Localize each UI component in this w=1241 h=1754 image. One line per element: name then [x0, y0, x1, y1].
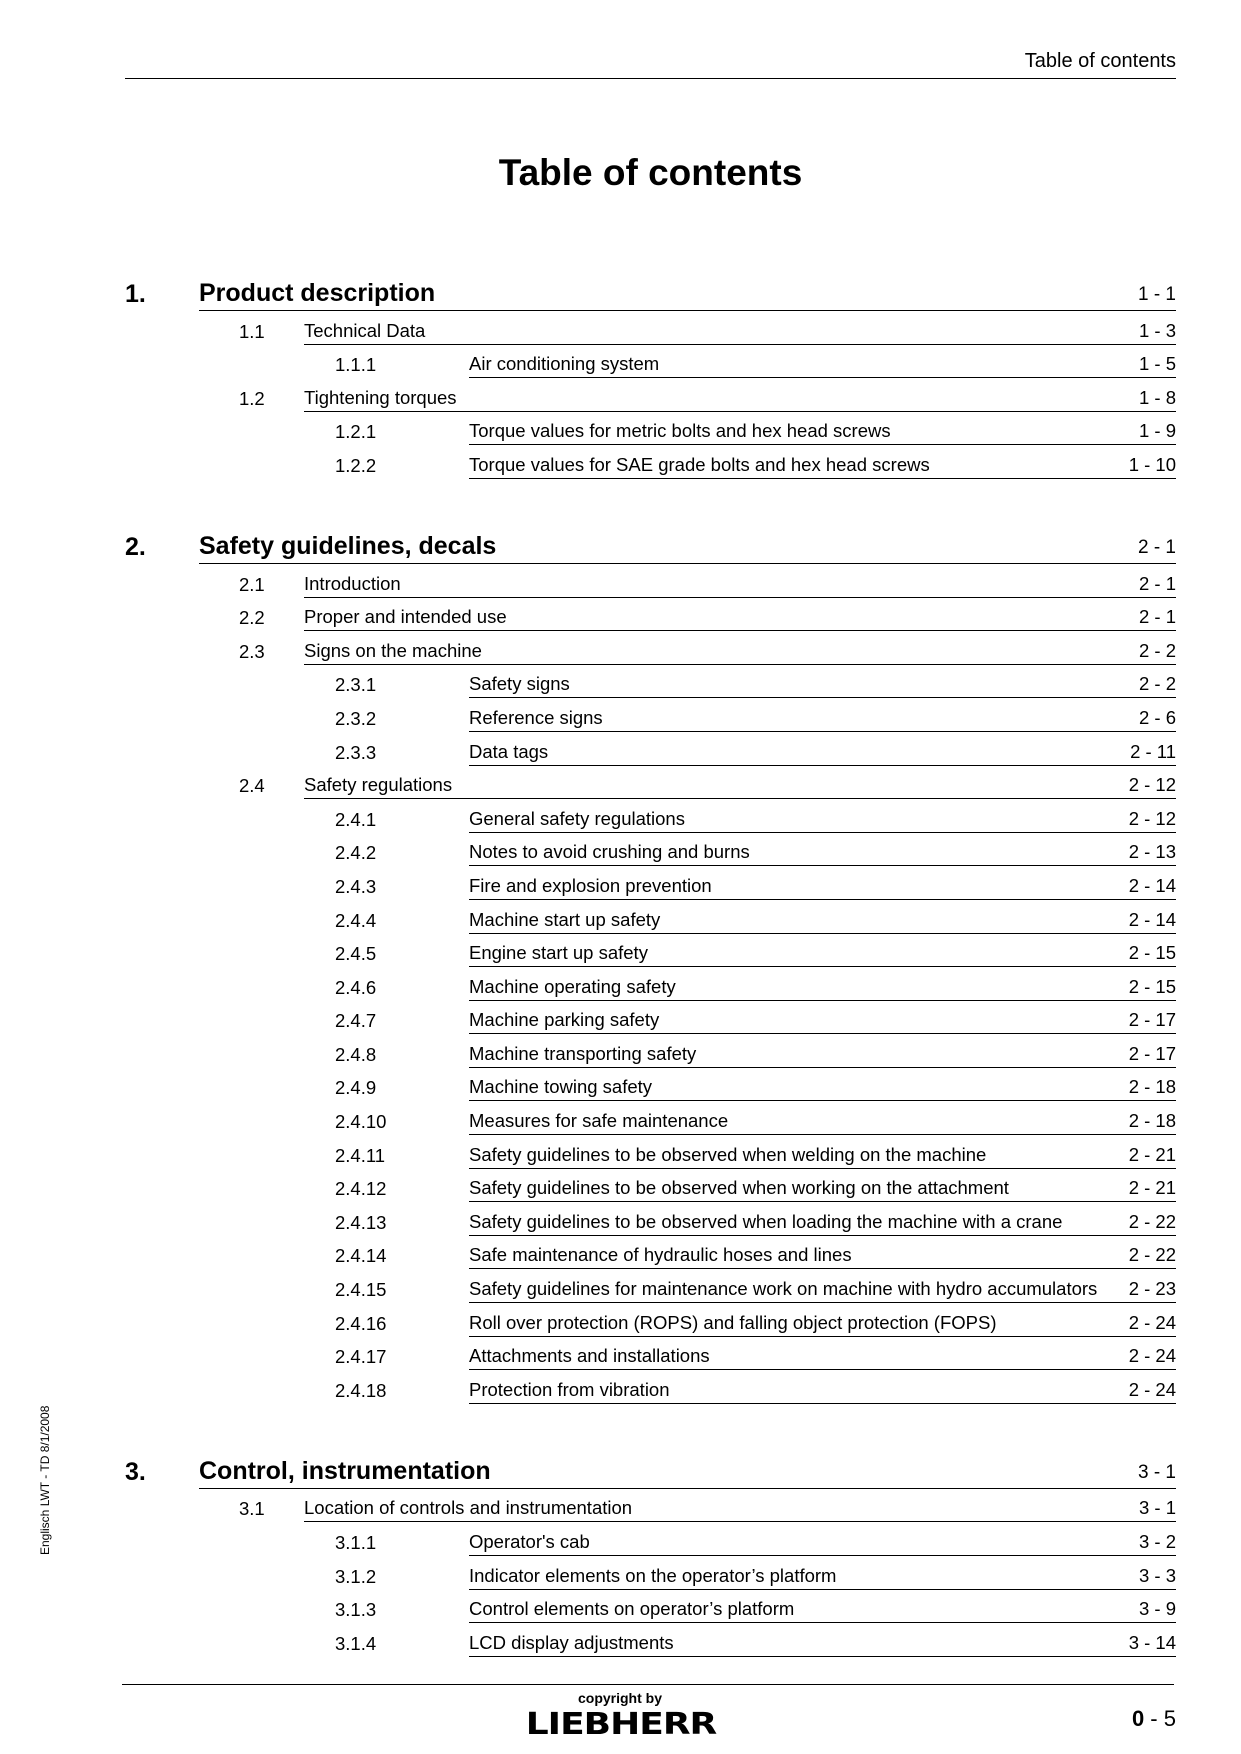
toc-number: 2.4.18 — [335, 1379, 387, 1401]
toc-number: 2.4.9 — [335, 1077, 377, 1099]
toc-line — [469, 1244, 1176, 1269]
toc-page: 2 - 17 — [1128, 1009, 1176, 1031]
liebherr-logo: LIEBHERR — [525, 1707, 717, 1742]
toc-number: 2.4.12 — [335, 1178, 387, 1200]
toc-line — [469, 976, 1176, 1001]
toc-title: Safety guidelines to be observed when loading the machine with a crane — [469, 1210, 1063, 1232]
toc-number: 3. — [125, 1457, 146, 1486]
toc-number: 3.1.1 — [335, 1532, 377, 1553]
toc-entry[interactable] — [125, 345, 1176, 379]
toc-title: Safety guidelines to be observed when working on the attachment — [469, 1177, 1009, 1199]
toc-number: 1.1 — [239, 320, 265, 342]
toc-title: Safety regulations — [304, 774, 453, 796]
toc-number: 2.3.1 — [335, 674, 377, 696]
toc-number: 2.4 — [239, 775, 265, 797]
toc-page: 2 - 22 — [1128, 1244, 1176, 1266]
toc-entry[interactable] — [125, 732, 1176, 766]
toc-number: 2.4.10 — [335, 1111, 387, 1133]
toc-page: 2 - 17 — [1128, 1042, 1176, 1064]
toc-number: 2.4.6 — [335, 976, 377, 998]
toc-page: 2 - 1 — [1138, 572, 1176, 594]
toc-line — [469, 909, 1176, 934]
toc-entry[interactable] — [125, 1556, 1176, 1590]
toc-page: 2 - 14 — [1128, 908, 1176, 930]
toc-number: 2.2 — [239, 607, 265, 629]
toc-title: Operator's cab — [469, 1531, 590, 1552]
toc-entry[interactable] — [125, 1236, 1176, 1270]
side-note: Englisch LWT - TD 8/1/2008 — [38, 1405, 52, 1555]
toc-entry[interactable] — [125, 833, 1176, 867]
toc-number: 1.2.2 — [335, 454, 377, 476]
toc-title: Safety guidelines for maintenance work on machine with hydro accumulators — [469, 1278, 1098, 1300]
toc-entry[interactable] — [125, 866, 1176, 900]
toc-entry[interactable] — [125, 412, 1176, 446]
toc-title: Tightening torques — [304, 386, 457, 408]
toc-page: 2 - 18 — [1128, 1110, 1176, 1132]
toc-title: Safety guidelines to be observed when welding on the machine — [469, 1143, 987, 1165]
toc-line — [469, 741, 1176, 766]
toc-number: 2.4.14 — [335, 1245, 387, 1267]
toc-line — [469, 841, 1176, 866]
toc-line — [304, 387, 1176, 412]
toc-title: LCD display adjustments — [469, 1631, 674, 1653]
toc-title: Location of controls and instrumentation — [304, 1497, 633, 1519]
toc-title: Product description — [199, 279, 436, 307]
toc-number: 2.4.17 — [335, 1346, 387, 1368]
toc-chapter[interactable] — [125, 276, 1176, 311]
toc-title: Control elements on operator’s platform — [469, 1598, 795, 1620]
toc-line — [199, 1457, 1176, 1489]
page-number — [1110, 1706, 1176, 1732]
toc-title: Measures for safe maintenance — [469, 1110, 729, 1132]
toc-entry[interactable] — [125, 1269, 1176, 1303]
toc-entry[interactable] — [125, 900, 1176, 934]
section-gap — [125, 479, 1176, 529]
toc-entry[interactable] — [125, 631, 1176, 665]
toc-number: 2.4.4 — [335, 909, 377, 931]
toc-line — [469, 1565, 1176, 1590]
toc-number: 1.2 — [239, 387, 265, 409]
toc-number: 2.4.7 — [335, 1010, 377, 1032]
footer-rule — [122, 1684, 1174, 1685]
toc-number: 2.3.3 — [335, 741, 377, 763]
toc-number: 2.4.13 — [335, 1211, 387, 1233]
toc-line — [304, 774, 1176, 799]
running-header: Table of contents — [1024, 50, 1176, 72]
toc-entry[interactable] — [125, 1169, 1176, 1203]
toc-entry[interactable] — [125, 1370, 1176, 1404]
toc-entry[interactable] — [125, 1034, 1176, 1068]
toc-line — [304, 640, 1176, 665]
toc-line — [469, 808, 1176, 833]
toc-chapter[interactable] — [125, 529, 1176, 564]
toc-page: 3 - 1 — [1137, 1461, 1176, 1483]
toc-title: Air conditioning system — [469, 353, 660, 375]
toc-line — [469, 1110, 1176, 1135]
toc-number: 2. — [125, 532, 146, 561]
toc-line — [199, 279, 1176, 311]
toc-page: 2 - 2 — [1138, 673, 1176, 695]
toc-line — [469, 1531, 1176, 1556]
toc-page: 1 - 8 — [1138, 386, 1176, 408]
toc-line — [469, 1177, 1176, 1202]
toc-entry[interactable] — [125, 967, 1176, 1001]
toc-title: General safety regulations — [469, 807, 685, 829]
toc-page: 2 - 11 — [1130, 740, 1176, 762]
toc-number: 2.4.11 — [335, 1144, 386, 1166]
toc-entry[interactable] — [125, 1135, 1176, 1169]
toc-page: 2 - 1 — [1138, 606, 1176, 628]
toc-page: 2 - 1 — [1137, 536, 1176, 558]
toc-page: 2 - 22 — [1128, 1210, 1176, 1232]
toc-number: 2.3.2 — [335, 707, 377, 729]
toc-line — [469, 1211, 1176, 1236]
toc-title: Safety guidelines, decals — [199, 531, 497, 560]
toc-number: 2.4.3 — [335, 875, 377, 897]
toc-page: 2 - 15 — [1128, 942, 1176, 964]
toc-page: 1 - 1 — [1137, 284, 1176, 305]
toc-line — [469, 1009, 1176, 1034]
toc-number: 1. — [125, 280, 146, 308]
toc-page: 1 - 10 — [1128, 453, 1176, 475]
toc-page: 2 - 6 — [1138, 706, 1176, 728]
toc-number: 2.4.15 — [335, 1279, 387, 1301]
copyright-label: copyright by — [577, 1690, 662, 1706]
toc-entry[interactable] — [125, 1623, 1176, 1657]
toc-entry[interactable] — [125, 1202, 1176, 1236]
toc-page: 3 - 14 — [1128, 1631, 1176, 1653]
toc-number: 1.2.1 — [335, 421, 377, 443]
page-index: 5 — [1163, 1706, 1176, 1731]
toc-line — [469, 875, 1176, 900]
toc-page: 2 - 21 — [1128, 1143, 1176, 1165]
toc-title: Introduction — [304, 572, 401, 594]
toc-entry[interactable] — [125, 1068, 1176, 1102]
toc-entry[interactable] — [125, 766, 1176, 800]
toc-line — [469, 454, 1176, 479]
toc-number: 2.4.16 — [335, 1312, 387, 1334]
toc-line — [469, 1043, 1176, 1068]
toc-title: Machine transporting safety — [469, 1042, 697, 1064]
toc-entry[interactable] — [125, 1001, 1176, 1035]
toc-entry[interactable] — [125, 564, 1176, 598]
table-of-contents — [125, 276, 1176, 1657]
toc-title: Safety signs — [469, 673, 570, 695]
toc-title: Machine towing safety — [469, 1076, 653, 1098]
toc-number: 2.4.1 — [335, 808, 377, 830]
toc-number: 3.1.2 — [335, 1565, 377, 1587]
toc-title: Signs on the machine — [304, 639, 482, 661]
header-rule — [125, 78, 1176, 79]
toc-entry[interactable] — [125, 1101, 1176, 1135]
toc-page: 3 - 9 — [1138, 1598, 1176, 1620]
toc-entry[interactable] — [125, 1489, 1176, 1523]
toc-line — [304, 320, 1176, 345]
toc-line — [469, 420, 1176, 445]
toc-line — [469, 1312, 1176, 1337]
toc-title: Protection from vibration — [469, 1378, 670, 1400]
toc-number: 1.1.1 — [335, 354, 377, 376]
toc-line — [469, 707, 1176, 732]
toc-page: 2 - 14 — [1128, 874, 1176, 896]
toc-line — [469, 1076, 1176, 1101]
toc-title: Engine start up safety — [469, 942, 648, 964]
toc-chapter[interactable] — [125, 1454, 1176, 1489]
toc-line — [469, 1345, 1176, 1370]
toc-number: 2.1 — [239, 573, 265, 595]
toc-title: Roll over protection (ROPS) and falling object protection (FOPS) — [469, 1311, 997, 1333]
toc-page: 1 - 3 — [1138, 319, 1176, 341]
toc-number: 2.3 — [239, 640, 265, 662]
toc-page: 2 - 13 — [1128, 841, 1176, 863]
toc-title: Notes to avoid crushing and burns — [469, 841, 750, 863]
toc-line — [304, 1497, 1176, 1522]
toc-page: 2 - 12 — [1128, 807, 1176, 829]
toc-page: 2 - 15 — [1128, 975, 1176, 997]
toc-entry[interactable] — [125, 1303, 1176, 1337]
toc-title: Reference signs — [469, 706, 603, 728]
toc-title: Machine operating safety — [469, 975, 676, 997]
toc-entry[interactable] — [125, 934, 1176, 968]
page-chapter: 0 — [1131, 1706, 1145, 1731]
toc-title: Technical Data — [304, 319, 426, 341]
toc-number: 3.1.3 — [335, 1599, 377, 1621]
toc-page: 3 - 1 — [1138, 1497, 1176, 1519]
toc-entry[interactable] — [125, 311, 1176, 345]
toc-line — [469, 1144, 1176, 1169]
toc-entry[interactable] — [125, 698, 1176, 732]
toc-page: 3 - 2 — [1138, 1531, 1176, 1552]
toc-page: 1 - 5 — [1138, 353, 1176, 375]
toc-entry[interactable] — [125, 598, 1176, 632]
toc-entry[interactable] — [125, 378, 1176, 412]
toc-title: Machine parking safety — [469, 1009, 660, 1031]
toc-page: 1 - 9 — [1138, 420, 1176, 442]
toc-line — [304, 606, 1176, 631]
toc-line — [469, 1598, 1176, 1623]
toc-title: Safe maintenance of hydraulic hoses and lines — [469, 1244, 852, 1266]
toc-title: Indicator elements on the operator’s platform — [469, 1564, 837, 1586]
toc-page: 2 - 24 — [1128, 1345, 1176, 1367]
page-separator: - — [1144, 1706, 1164, 1731]
toc-line — [469, 1632, 1176, 1657]
toc-title: Fire and explosion prevention — [469, 874, 712, 896]
toc-number: 2.4.5 — [335, 943, 377, 965]
toc-line — [469, 673, 1176, 698]
toc-line — [469, 353, 1176, 378]
toc-entry[interactable] — [125, 1522, 1176, 1556]
toc-line — [469, 1379, 1176, 1404]
toc-line — [469, 942, 1176, 967]
toc-line — [199, 532, 1176, 564]
toc-entry[interactable] — [125, 1590, 1176, 1624]
toc-title: Control, instrumentation — [199, 1456, 491, 1485]
toc-page: 2 - 24 — [1128, 1378, 1176, 1400]
toc-entry[interactable] — [125, 665, 1176, 699]
toc-page: 3 - 3 — [1138, 1564, 1176, 1586]
toc-title: Proper and intended use — [304, 606, 507, 628]
toc-title: Torque values for SAE grade bolts and hex head screws — [469, 453, 930, 475]
toc-page: 2 - 18 — [1128, 1076, 1176, 1098]
toc-number: 3.1.4 — [335, 1632, 377, 1654]
toc-page: 2 - 21 — [1128, 1177, 1176, 1199]
toc-line — [469, 1278, 1176, 1303]
toc-page: 2 - 12 — [1128, 774, 1176, 796]
toc-number: 2.4.8 — [335, 1043, 377, 1065]
toc-title: Machine start up safety — [469, 908, 661, 930]
toc-title: Torque values for metric bolts and hex head screws — [469, 420, 891, 442]
toc-number: 3.1 — [239, 1498, 265, 1520]
toc-page: 2 - 24 — [1128, 1311, 1176, 1333]
toc-title: Data tags — [469, 740, 549, 762]
toc-line — [304, 573, 1176, 598]
toc-page: 2 - 23 — [1128, 1278, 1176, 1300]
toc-entry[interactable] — [125, 1337, 1176, 1371]
toc-entry[interactable] — [125, 799, 1176, 833]
section-gap — [125, 1404, 1176, 1454]
toc-title: Attachments and installations — [469, 1345, 710, 1367]
toc-page: 2 - 2 — [1138, 639, 1176, 661]
toc-number: 2.4.2 — [335, 842, 377, 864]
page-title: Table of contents — [498, 152, 803, 193]
toc-entry[interactable] — [125, 445, 1176, 479]
